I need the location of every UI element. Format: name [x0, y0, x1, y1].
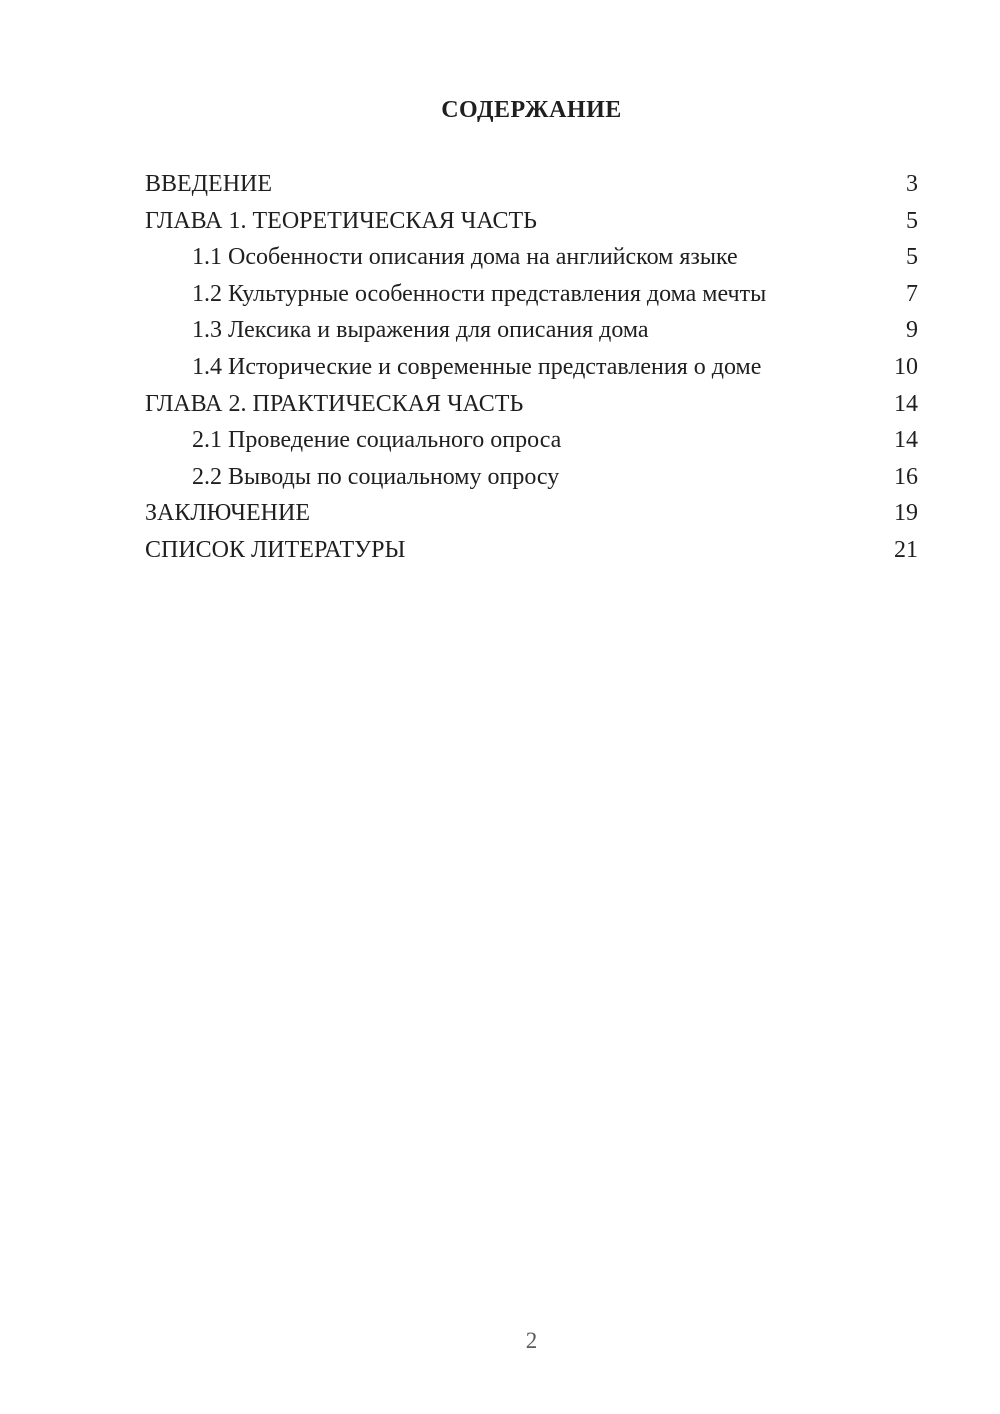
toc-entry-label: 1.1 Особенности описания дома на английском языке [192, 244, 738, 271]
toc-entry-label: 2.2 Выводы по социальному опросу [192, 463, 560, 490]
toc-entry-label: 1.2 Культурные особенности представления дома мечты [192, 280, 767, 307]
toc-list [145, 166, 918, 569]
toc-entry-page-number: 19 [894, 500, 918, 527]
toc-entry [145, 239, 918, 276]
toc-entry-label: ВВЕДЕНИЕ [145, 171, 273, 197]
toc-entry-label: СПИСОК ЛИТЕРАТУРЫ [145, 536, 406, 563]
toc-entry [145, 495, 918, 532]
toc-entry-page-number: 21 [894, 536, 918, 563]
toc-section [0, 0, 1000, 569]
toc-entry [145, 532, 918, 569]
toc-entry-label: ГЛАВА 1. ТЕОРЕТИЧЕСКАЯ ЧАСТЬ [145, 207, 537, 234]
toc-entry [145, 276, 918, 313]
toc-entry [145, 459, 918, 496]
page-footer [145, 1326, 918, 1356]
toc-entry-page-number: 3 [906, 171, 918, 197]
footer-page-number: 2 [525, 1328, 538, 1353]
toc-entry-page-number: 5 [906, 207, 918, 234]
toc-entry-page-number: 14 [894, 390, 918, 417]
toc-entry [145, 349, 918, 386]
toc-entry-label: ГЛАВА 2. ПРАКТИЧЕСКАЯ ЧАСТЬ [145, 390, 524, 417]
toc-entry [145, 203, 918, 240]
toc-entry-page-number: 5 [906, 244, 918, 271]
toc-entry-label: 1.4 Исторические и современные представления о доме [192, 353, 762, 380]
toc-entry [145, 312, 918, 349]
toc-entry [145, 422, 918, 459]
toc-entry-page-number: 9 [906, 317, 918, 344]
toc-entry-label: 1.3 Лексика и выражения для описания дома [192, 317, 649, 344]
page-title: СОДЕРЖАНИЕ [441, 97, 622, 123]
toc-entry-label: ЗАКЛЮЧЕНИЕ [145, 500, 310, 527]
toc-entry-page-number: 7 [906, 280, 918, 307]
toc-entry-page-number: 14 [894, 427, 918, 454]
toc-entry-page-number: 10 [894, 353, 918, 380]
toc-entry-page-number: 16 [894, 463, 918, 490]
toc-entry-label: 2.1 Проведение социального опроса [192, 427, 562, 454]
toc-entry [145, 386, 918, 423]
toc-entry [145, 166, 918, 203]
